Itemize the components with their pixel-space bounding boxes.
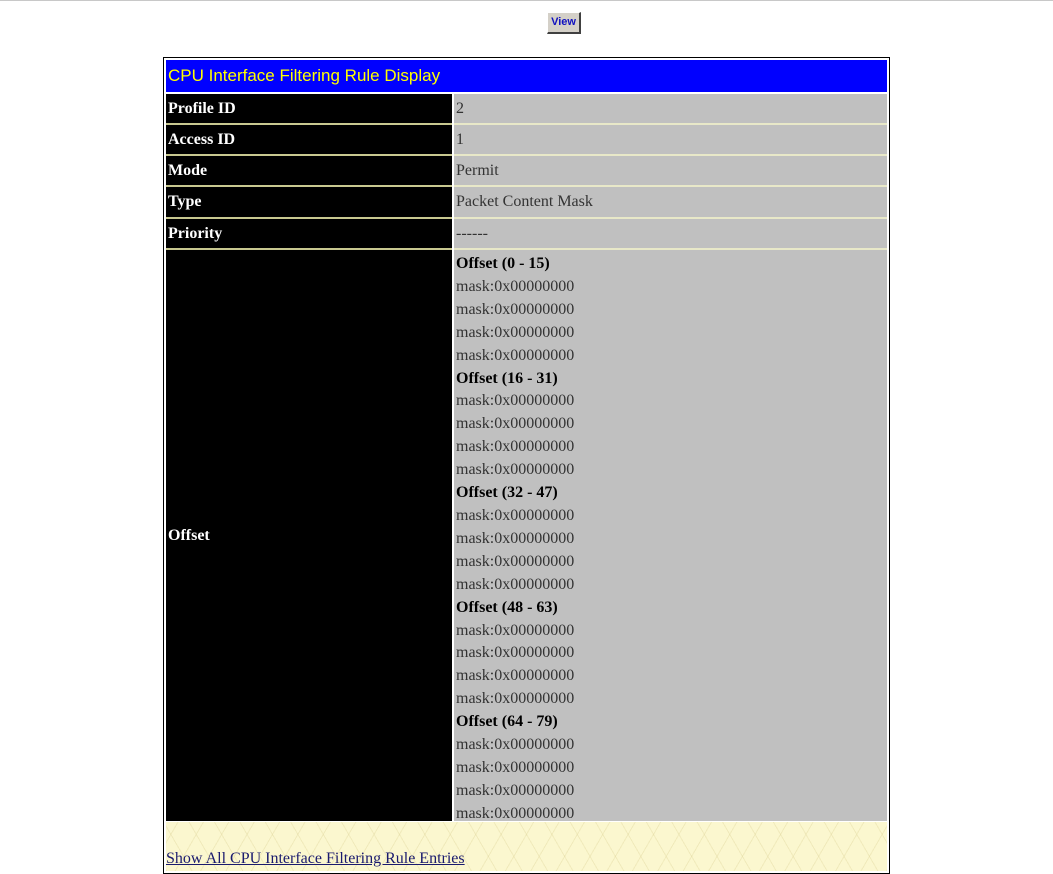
offset-mask: mask:0x00000000 bbox=[456, 736, 575, 754]
offset-label: Offset bbox=[166, 250, 452, 821]
view-button[interactable]: View bbox=[547, 12, 581, 34]
offset-mask: mask:0x00000000 bbox=[456, 575, 575, 593]
offset-list bbox=[456, 253, 887, 826]
show-all-entries-link[interactable]: Show All CPU Interface Filtering Rule Entries bbox=[166, 850, 465, 867]
top-divider bbox=[0, 0, 1053, 1]
rule-display-panel bbox=[163, 57, 890, 874]
offset-group-heading: Offset (48 - 63) bbox=[456, 598, 558, 616]
row-offset bbox=[166, 250, 887, 821]
offset-group-heading: Offset (64 - 79) bbox=[456, 713, 558, 731]
offset-group-heading: Offset (0 - 15) bbox=[456, 255, 550, 272]
offset-mask: mask:0x00000000 bbox=[456, 690, 575, 708]
offset-mask: mask:0x00000000 bbox=[456, 277, 575, 295]
offset-mask: mask:0x00000000 bbox=[456, 758, 575, 776]
profile-id-value: 2 bbox=[454, 94, 887, 123]
access-id-value: 1 bbox=[454, 125, 887, 154]
panel-title: CPU Interface Filtering Rule Display bbox=[166, 60, 887, 92]
offset-mask: mask:0x00000000 bbox=[456, 506, 575, 524]
offset-mask: mask:0x00000000 bbox=[456, 392, 575, 410]
mode-value: Permit bbox=[454, 156, 887, 185]
offset-mask: mask:0x00000000 bbox=[456, 300, 575, 318]
offset-value bbox=[454, 250, 887, 821]
type-value: Packet Content Mask bbox=[454, 187, 887, 217]
offset-mask: mask:0x00000000 bbox=[456, 667, 575, 685]
offset-mask: mask:0x00000000 bbox=[456, 346, 575, 364]
priority-value: ------ bbox=[454, 219, 887, 248]
panel-footer bbox=[166, 822, 887, 871]
row-priority bbox=[166, 219, 887, 248]
row-type bbox=[166, 187, 887, 217]
offset-mask: mask:0x00000000 bbox=[456, 804, 575, 822]
access-id-label: Access ID bbox=[166, 125, 452, 154]
offset-mask: mask:0x00000000 bbox=[456, 621, 575, 639]
mode-label: Mode bbox=[166, 156, 452, 185]
row-access-id bbox=[166, 125, 887, 154]
row-mode bbox=[166, 156, 887, 185]
profile-id-label: Profile ID bbox=[166, 94, 452, 123]
offset-mask: mask:0x00000000 bbox=[456, 461, 575, 479]
offset-mask: mask:0x00000000 bbox=[456, 644, 575, 662]
offset-mask: mask:0x00000000 bbox=[456, 529, 575, 547]
offset-mask: mask:0x00000000 bbox=[456, 415, 575, 433]
offset-group-heading: Offset (16 - 31) bbox=[456, 369, 558, 387]
offset-group-heading: Offset (32 - 47) bbox=[456, 484, 558, 502]
offset-mask: mask:0x00000000 bbox=[456, 781, 575, 799]
type-label: Type bbox=[166, 187, 452, 217]
row-profile-id bbox=[166, 94, 887, 123]
offset-mask: mask:0x00000000 bbox=[456, 552, 575, 570]
offset-mask: mask:0x00000000 bbox=[456, 323, 575, 341]
offset-mask: mask:0x00000000 bbox=[456, 438, 575, 456]
priority-label: Priority bbox=[166, 219, 452, 248]
